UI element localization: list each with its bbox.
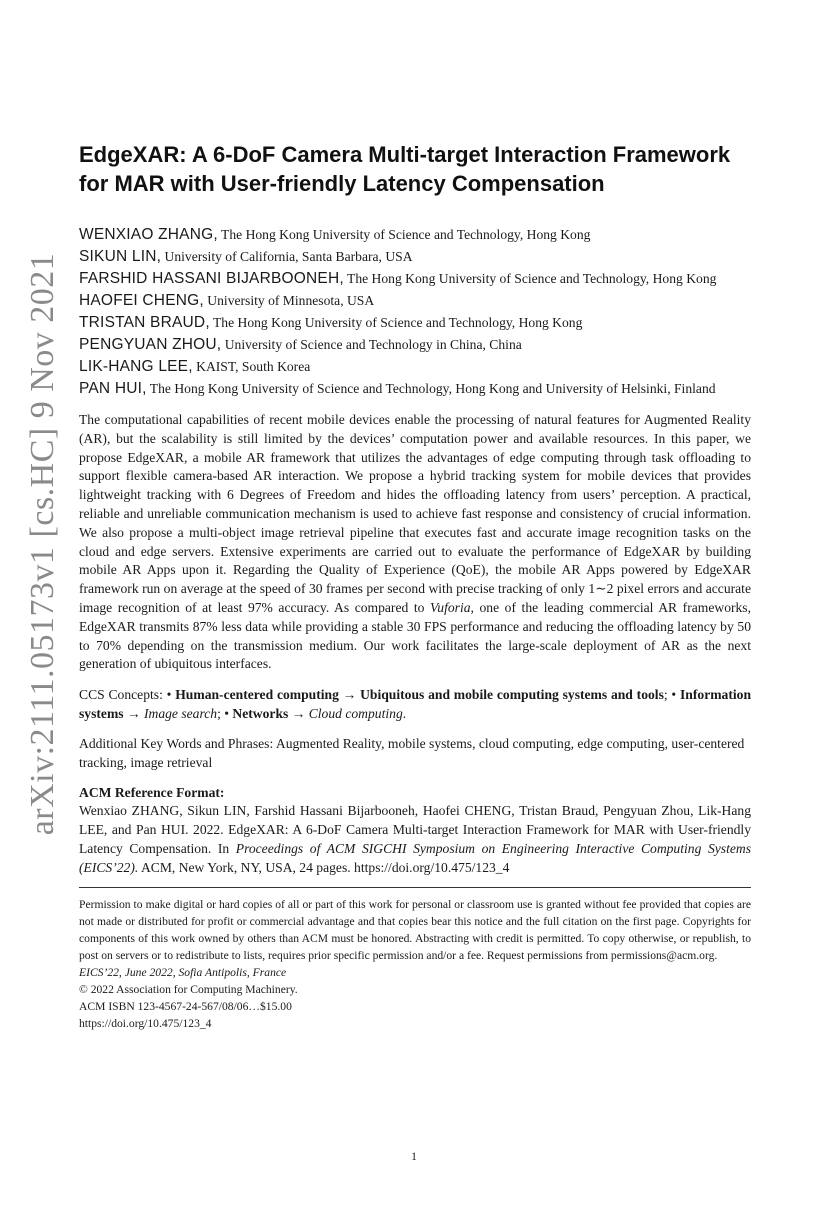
author-entry [79,334,751,356]
abstract-text: The computational capabilities of recent mobile devices enable the processing of natural features for Augmented Reality (AR), but the scalability is still limited by the devices’ computation power and available resources. In this paper, we propose EdgeXAR, a mobile AR framework that utilizes the advantages of edge computing through task offloading to support flexible camera-based AR interaction. We propose a hybrid tracking system for mobile devices that provides lightweight tracking with 6 Degrees of Freedom and hides the offloading latency from users’ perception. A practical, reliable and unreliable communication mechanism is used to achieve fast response and consistency of crucial information. We also propose a multi-object image retrieval pipeline that executes fast and accurate image recognition tasks on the cloud and edge servers. Extensive experiments are carried out to evaluate the performance of EdgeXAR by building mobile AR Apps upon it. Regarding the Quality of Experience (QoE), the mobile AR Apps powered by EdgeXAR framework run on average at the speed of 30 frames per second with precise tracking of only 1∼2 pixel errors and accurate image recognition of at least 97% accuracy. As compared to [79,412,751,615]
keywords: Additional Key Words and Phrases: Augmented Reality, mobile systems, cloud computing, edge computing, user-centered tracking, image retrieval [79,736,745,771]
reference-text: Wenxiao ZHANG, Sikun LIN, Farshid Hassani Bijarbooneh, Haofei CHENG, Tristan Braud, Pengyuan Zhou, Lik-Hang LEE, and Pan HUI. 2022. EdgeXAR: A 6-DoF Camera Multi-target Interaction Framework for MAR with User-friendly Latency Compensation. In [79,803,751,856]
ccs-arrow: → [291,706,306,722]
author-list [79,224,751,400]
author-affiliation: University of Science and Technology in China, China [224,337,522,352]
isbn: ACM ISBN 123-4567-24-567/08/06…$15.00 [79,1000,292,1014]
ccs-subconcept: Image search [143,706,218,722]
author-entry [79,356,751,378]
reference-format-heading: ACM Reference Format: [79,785,225,801]
abstract-vuforia: Vuforia, [429,599,474,615]
copyright-notice: © 2022 Association for Computing Machinery. [79,983,298,997]
reference-venue: Proceedings of ACM SIGCHI Symposium on Engineering Interactive Computing Systems (EICS’22). [79,840,751,875]
author-affiliation: The Hong Kong University of Science and Technology, Hong Kong and University of Helsinki, Finland [149,381,716,396]
ccs-arrow: → [126,706,141,722]
paper-title: EdgeXAR: A 6-DoF Camera Multi-target Interaction Framework for MAR with User-friendly Latency Compensation [79,142,731,196]
ccs-separator: ; • [663,687,677,703]
ccs-concept: Information systems [79,687,752,722]
abstract-text: one of the leading commercial AR frameworks, EdgeXAR transmits 87% less data while providing a stable 30 FPS performance and reducing the offloading latency by 50 to 70% depending on the transmission medium. Our work facilitates the large-scale deployment of AR as the next generation of ubiquitous interfaces. [79,599,752,672]
author-affiliation: The Hong Kong University of Science and Technology, Hong Kong [347,271,717,286]
author-entry [79,224,751,246]
ccs-concept: Networks [232,706,289,722]
ccs-concepts [79,685,751,723]
abstract [79,411,751,674]
author-affiliation: The Hong Kong University of Science and Technology, Hong Kong [212,315,583,330]
author-name: HAOFEI CHENG, [79,292,204,309]
ccs-label: CCS Concepts: • [79,687,172,703]
author-affiliation: KAIST, South Korea [196,359,311,374]
page-number: 1 [411,1150,417,1163]
author-name: PAN HUI, [79,380,147,397]
author-affiliation: University of Minnesota, USA [207,293,375,308]
author-entry [79,246,751,268]
paper-first-page [79,140,751,1032]
author-name: FARSHID HASSANI BIJARBOONEH, [79,270,344,287]
ccs-separator: ; • [217,706,230,722]
permission-notice: Permission to make digital or hard copies of all or part of this work for personal or classroom use is granted without fee provided that copies are not made or distributed for profit or commercial advantage and that copies bear this notice and the full citation on the first page. Copyrights for components of this work owned by others than ACM must be honored. Abstracting with credit is permitted. To copy otherwise, or republish, to post on servers or to redistribute to lists, requires prior specific permission and/or a fee. Request permissions from permissions@acm.org. [79,898,751,963]
reference-format-text [79,802,751,877]
doi-link[interactable]: https://doi.org/10.475/123_4 [79,1017,212,1031]
conference-info: EICS’22, June 2022, Sofia Antipolis, France [79,966,287,980]
ccs-concept: Human-centered computing → Ubiquitous and mobile computing systems and tools [175,687,664,703]
ccs-end: . [402,706,407,722]
author-affiliation: The Hong Kong University of Science and Technology, Hong Kong [221,227,591,242]
ccs-subconcept: Cloud computing [308,706,403,722]
arxiv-identifier: arXiv:2111.05173v1 [cs.HC] 9 Nov 2021 [24,252,61,836]
author-entry [79,290,751,312]
author-entry [79,268,751,290]
author-entry [79,312,751,334]
footnote-divider [79,887,751,888]
author-affiliation: University of California, Santa Barbara, USA [164,249,413,264]
reference-text: ACM, New York, NY, USA, 24 pages. https://doi.org/10.475/123_4 [140,859,510,875]
author-entry [79,378,751,400]
author-name: PENGYUAN ZHOU, [79,336,222,353]
author-name: SIKUN LIN, [79,248,162,265]
author-name: WENXIAO ZHANG, [79,226,218,243]
arxiv-sidebar [8,238,78,850]
author-name: TRISTAN BRAUD, [79,314,210,331]
author-name: LIK-HANG LEE, [79,358,193,375]
